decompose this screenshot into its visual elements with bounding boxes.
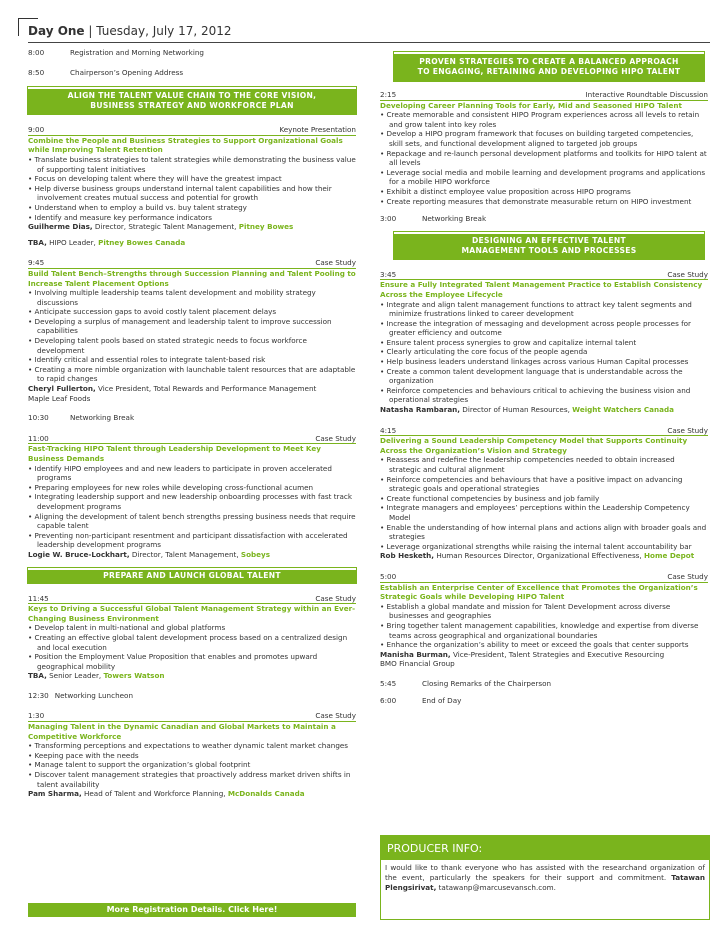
session-time: 4:15 bbox=[380, 425, 397, 435]
session-time: 9:00 bbox=[28, 125, 45, 135]
bullet-item: • Position the Employment Value Proposition that enables and promotes upward geographical mobility bbox=[28, 652, 356, 671]
session-title: Combine the People and Business Strategies to Support Organizational Goals while Improving Talent Retention bbox=[28, 135, 343, 155]
agenda-text: End of Day bbox=[422, 696, 462, 706]
bullet-item: • Translate business strategies to talent strategies while demonstrating the business value of supporting talent initiatives bbox=[28, 155, 356, 174]
session-type: Case Study bbox=[315, 711, 356, 721]
producer-email[interactable]: tatawanp@marcusevansch.com. bbox=[436, 882, 556, 892]
session-title: Keys to Driving a Successful Global Talent Management Strategy within an Ever-Changing Business Environment bbox=[28, 604, 356, 623]
banner-line: BUSINESS STRATEGY AND WORKFORCE PLAN bbox=[90, 101, 294, 111]
bullet-item: • Ensure talent process synergies to grow and capitalize internal talent bbox=[380, 338, 708, 348]
speaker bbox=[28, 222, 356, 232]
time: 6:00 bbox=[380, 696, 397, 706]
agenda-row-break bbox=[28, 413, 356, 423]
day-header bbox=[28, 24, 712, 39]
bullet-item: • Enhance the organization’s ability to meet or exceed the goals that center supports bbox=[380, 640, 708, 650]
left-column bbox=[28, 44, 356, 799]
speaker bbox=[28, 384, 356, 394]
speaker-role: Director of Human Resources, bbox=[460, 405, 573, 415]
bullet-list bbox=[380, 110, 708, 206]
speaker-role: Director, Strategic Talent Management, bbox=[92, 222, 239, 232]
registration-details-link[interactable]: More Registration Details. Click Here! bbox=[28, 903, 356, 917]
session-head bbox=[28, 433, 356, 445]
session-title: Delivering a Sound Leadership Competency Model that Supports Continuity Across the Organization’s Vision and Strategy bbox=[380, 436, 688, 455]
time: 10:30 bbox=[28, 413, 49, 423]
bullet-item: • Create memorable and consistent HIPO Program experiences across all levels to retain and grow talent into key roles bbox=[380, 110, 708, 129]
bullet-item: • Leverage organizational strengths while raising the internal talent accountability bar bbox=[380, 542, 708, 552]
session-title: Build Talent Bench–Strengths through Succession Planning and Talent Pooling to Increase Talent Placement Options bbox=[28, 268, 356, 288]
bullet-item: • Leverage social media and mobile learning and development programs and applications for a mobile HIPO workforce bbox=[380, 168, 708, 187]
session-head bbox=[28, 257, 356, 269]
speaker bbox=[28, 671, 356, 681]
producer-message: I would like to thank everyone who has assisted with the researchand organization of the event, particularly the speakers for their support and commitment. bbox=[385, 863, 705, 882]
bullet-item: • Focus on developing talent where they will have the greatest impact bbox=[28, 174, 356, 184]
speaker-role: Vice President, Total Rewards and Performance Management bbox=[95, 384, 317, 394]
agenda-row-opening bbox=[28, 68, 356, 78]
speaker-role: HIPO Leader, bbox=[46, 237, 99, 247]
agenda-text: Networking Break bbox=[70, 413, 135, 423]
producer-text bbox=[381, 860, 709, 892]
session-945 bbox=[28, 257, 356, 403]
bullet-item: • Identify critical and essential roles to integrate talent-based risk bbox=[28, 355, 356, 365]
bullet-item: • Help business leaders understand linkages across various Human Capital processes bbox=[380, 357, 708, 367]
speaker-company: Pitney Bowes Canada bbox=[98, 237, 186, 247]
session-title: Developing Career Planning Tools for Early, Mid and Seasoned HIPO Talent bbox=[380, 100, 682, 110]
speaker-role: Human Resources Director, Organizational Effectiveness, bbox=[434, 551, 644, 561]
session-head bbox=[380, 89, 708, 101]
header-rule bbox=[28, 42, 710, 43]
track-banner-global: PREPARE AND LAUNCH GLOBAL TALENT bbox=[28, 568, 356, 583]
bullet-list bbox=[28, 623, 356, 671]
bullet-item: • Reassess and redefine the leadership competencies needed to obtain increased strategic and cultural alignment bbox=[380, 455, 708, 474]
speaker bbox=[380, 405, 708, 415]
agenda-row-registration bbox=[28, 48, 356, 58]
bullet-item: • Keeping pace with the needs bbox=[28, 751, 356, 761]
speaker-name: Manisha Burman, bbox=[380, 649, 451, 659]
bullet-list bbox=[380, 455, 708, 551]
session-type: Case Study bbox=[315, 433, 356, 443]
bullet-item: • Create a common talent development language that is understandable across the organization bbox=[380, 367, 708, 386]
speaker-company: Sobeys bbox=[240, 549, 271, 559]
corner-mark-left bbox=[18, 18, 19, 36]
session-type: Keynote Presentation bbox=[279, 125, 356, 135]
bullet-item: • Clearly articulating the core focus of the people agenda bbox=[380, 347, 708, 357]
time: 8:00 bbox=[28, 48, 45, 57]
bullet-item: • Create reporting measures that demonstrate measurable return on HIPO investment bbox=[380, 197, 708, 207]
speaker-role: Head of Talent and Workforce Planning, bbox=[81, 789, 228, 799]
bullet-list bbox=[380, 602, 708, 650]
time: 3:00 bbox=[380, 214, 397, 224]
speaker-company: Weight Watchers Canada bbox=[572, 405, 674, 415]
agenda-row-closing bbox=[380, 679, 708, 689]
bullet-item: • Increase the integration of messaging and development across people processes for greater efficiency and outcome bbox=[380, 319, 708, 338]
speaker bbox=[28, 238, 356, 248]
bullet-item: • Understand when to employ a build vs. buy talent strategy bbox=[28, 203, 356, 213]
bullet-item: • Preventing non-participant resentment and participant dissatisfaction with accelerated leadership development programs bbox=[28, 531, 356, 550]
bullet-item: • Involving multiple leadership teams talent development and mobility strategy discussions bbox=[28, 288, 356, 307]
agenda-text: Chairperson’s Opening Address bbox=[70, 67, 184, 77]
bullet-item: • Developing talent pools based on stated strategic needs to focus workforce development bbox=[28, 336, 356, 355]
bullet-item: • Discover talent management strategies that proactively address market driven shifts in talent availability bbox=[28, 770, 356, 789]
producer-info-box bbox=[380, 835, 710, 920]
bullet-item: • Creating an effective global talent development process based on a centralized design and local execution bbox=[28, 633, 356, 652]
agenda-text: Registration and Morning Networking bbox=[70, 48, 204, 57]
session-time: 1:30 bbox=[28, 711, 45, 721]
session-type: Case Study bbox=[667, 571, 708, 581]
banner-line: PROVEN STRATEGIES TO CREATE A BALANCED APPROACH bbox=[419, 57, 679, 66]
speaker-company: Towers Watson bbox=[103, 671, 165, 681]
session-time: 11:45 bbox=[28, 593, 49, 603]
day-label: Day One bbox=[28, 24, 85, 38]
bullet-item: • Transforming perceptions and expectations to weather dynamic talent market changes bbox=[28, 741, 356, 751]
session-head bbox=[380, 425, 708, 437]
speaker-role: Vice-President, Talent Strategies and Executive Resourcing bbox=[450, 649, 665, 659]
bullet-item: • Integrating leadership support and new leadership onboarding processes with fast track development programs bbox=[28, 492, 356, 511]
session-130 bbox=[28, 710, 356, 798]
session-1145 bbox=[28, 593, 356, 681]
right-column bbox=[380, 44, 708, 706]
agenda-text: Networking Luncheon bbox=[54, 690, 133, 700]
session-time: 5:00 bbox=[380, 571, 397, 581]
bullet-item: • Reinforce competencies and behaviours critical to achieving the business vision and operational strategies bbox=[380, 386, 708, 405]
producer-heading: PRODUCER INFO: bbox=[381, 836, 709, 860]
bullet-item: • Integrate managers and employees’ perceptions within the Leadership Competency Model bbox=[380, 503, 708, 522]
banner-line: ALIGN THE TALENT VALUE CHAIN TO THE CORE VISION, bbox=[67, 91, 317, 101]
agenda-text: Networking Break bbox=[422, 214, 487, 224]
speaker-name: Natasha Rambaran, bbox=[380, 405, 461, 415]
speaker-company: Maple Leaf Foods bbox=[28, 393, 91, 403]
track-banner-proven bbox=[394, 52, 704, 81]
bullet-item: • Preparing employees for new roles while developing cross-functional acumen bbox=[28, 483, 356, 493]
session-head bbox=[380, 571, 708, 583]
session-900 bbox=[28, 124, 356, 247]
session-type: Interactive Roundtable Discussion bbox=[585, 90, 708, 99]
speaker-company: BMO Financial Group bbox=[380, 659, 455, 669]
bullet-item: • Help diverse business groups understand internal talent capabilities and how their involvement creates mutual success and potential for growth bbox=[28, 184, 356, 203]
speaker-company: Home Depot bbox=[644, 551, 695, 561]
bullet-item: • Aligning the development of talent bench strengths pressing business needs that require capable talent bbox=[28, 512, 356, 531]
bullet-item: • Creating a more nimble organization with launchable talent resources that are adaptable to rapid changes bbox=[28, 365, 356, 384]
session-head bbox=[380, 269, 708, 281]
session-head bbox=[28, 593, 356, 605]
time: 5:45 bbox=[380, 678, 397, 688]
session-title: Managing Talent in the Dynamic Canadian and Global Markets to Maintain a Competitive Workforce bbox=[28, 722, 336, 741]
speaker-role: Senior Leader, bbox=[46, 671, 104, 681]
session-time: 11:00 bbox=[28, 433, 49, 443]
session-type: Case Study bbox=[667, 269, 708, 279]
speaker-company: McDonalds Canada bbox=[227, 789, 305, 799]
bullet-item: • Develop a HIPO program framework that focuses on building targeted competencies, skill sets, and functional development aligned to targeted job groups bbox=[380, 129, 708, 148]
bullet-list bbox=[28, 741, 356, 789]
session-head bbox=[28, 124, 356, 136]
speaker-name: Logie W. Bruce-Lockhart, bbox=[28, 549, 130, 559]
agenda-row-lunch bbox=[28, 691, 356, 701]
agenda-text: Closing Remarks of the Chairperson bbox=[422, 678, 552, 688]
speaker-name: Guilherme Dias, bbox=[28, 222, 93, 232]
agenda-row-break bbox=[380, 214, 708, 224]
speaker bbox=[28, 550, 356, 560]
speaker-company: Pitney Bowes bbox=[238, 222, 294, 232]
speaker-name: Pam Sharma, bbox=[28, 789, 82, 799]
speaker bbox=[28, 789, 356, 799]
speaker-name: Cheryl Fullerton, bbox=[28, 384, 96, 394]
speaker-role: Director, Talent Management, bbox=[129, 549, 241, 559]
speaker-name: TBA, bbox=[28, 237, 47, 247]
bullet-item: • Exhibit a distinct employee value proposition across HIPO programs bbox=[380, 187, 708, 197]
time: 8:50 bbox=[28, 67, 45, 77]
producer-name: Tatawan Plengsirivat, bbox=[385, 872, 705, 892]
bullet-item: • Develop talent in multi-national and global platforms bbox=[28, 623, 356, 633]
bullet-list bbox=[28, 155, 356, 222]
day-separator: | bbox=[84, 24, 97, 38]
corner-mark-top bbox=[18, 18, 38, 19]
speaker bbox=[380, 650, 708, 660]
banner-line: MANAGEMENT TOOLS AND PROCESSES bbox=[461, 245, 637, 255]
session-time: 3:45 bbox=[380, 269, 397, 279]
session-type: Case Study bbox=[667, 425, 708, 435]
day-date: Tuesday, July 17, 2012 bbox=[96, 24, 232, 38]
bullet-list bbox=[28, 464, 356, 550]
banner-line: DESIGNING AN EFFECTIVE TALENT bbox=[471, 235, 627, 245]
session-1100 bbox=[28, 433, 356, 560]
bullet-item: • Repackage and re-launch personal development platforms and toolkits for HIPO talent at all levels bbox=[380, 149, 708, 168]
session-title: Fast-Tracking HIPO Talent through Leadership Development to Meet Key Business Demands bbox=[28, 444, 321, 463]
bullet-item: • Bring together talent management capabilities, knowledge and expertise from diverse teams across geographical and organizational boundaries bbox=[380, 621, 708, 640]
bullet-item: • Integrate and align talent management functions to attract key talent segments and minimize frustrations linked to career development bbox=[380, 300, 708, 319]
session-time: 9:45 bbox=[28, 258, 45, 268]
bullet-item: • Developing a surplus of management and leadership talent to improve succession capabilities bbox=[28, 317, 356, 336]
session-head bbox=[28, 710, 356, 722]
session-500 bbox=[380, 571, 708, 669]
bullet-item: • Enable the understanding of how internal plans and actions align with broader goals and strategies bbox=[380, 523, 708, 542]
session-time: 2:15 bbox=[380, 90, 397, 99]
track-banner-designing bbox=[394, 232, 704, 259]
bullet-item: • Identify HIPO employees and and new leaders to participate in proven accelerated programs bbox=[28, 464, 356, 483]
session-title: Establish an Enterprise Center of Excellence that Promotes the Organization’s Strategic Goals while Developing HIPO Talent bbox=[380, 582, 698, 602]
bullet-item: • Identify and measure key performance indicators bbox=[28, 213, 356, 223]
session-345 bbox=[380, 269, 708, 415]
bullet-list bbox=[28, 288, 356, 384]
session-title: Ensure a Fully Integrated Talent Management Practice to Establish Consistency Across the Employee Lifecycle bbox=[380, 280, 703, 299]
session-type: Case Study bbox=[315, 593, 356, 603]
session-415 bbox=[380, 425, 708, 561]
agenda-row-end bbox=[380, 696, 708, 706]
bullet-list bbox=[380, 300, 708, 406]
bullet-item: • Manage talent to support the organization’s global footprint bbox=[28, 760, 356, 770]
bullet-item: • Anticipate succession gaps to avoid costly talent placement delays bbox=[28, 307, 356, 317]
session-215 bbox=[380, 89, 708, 206]
banner-line: TO ENGAGING, RETAINING AND DEVELOPING HIPO TALENT bbox=[417, 67, 681, 76]
speaker-name: Rob Hesketh, bbox=[380, 551, 435, 561]
bullet-item: • Create functional competencies by business and job family bbox=[380, 494, 708, 504]
time: 12:30 bbox=[28, 690, 49, 700]
bullet-item: • Establish a global mandate and mission for Talent Development across diverse businesses and geographies bbox=[380, 602, 708, 621]
session-type: Case Study bbox=[315, 258, 356, 268]
speaker-name: TBA, bbox=[28, 671, 47, 681]
bullet-item: • Reinforce competencies and behaviours that have a positive impact on advancing strategic goals and operational strategies bbox=[380, 475, 708, 494]
track-banner-align bbox=[28, 87, 356, 114]
speaker bbox=[380, 551, 708, 561]
